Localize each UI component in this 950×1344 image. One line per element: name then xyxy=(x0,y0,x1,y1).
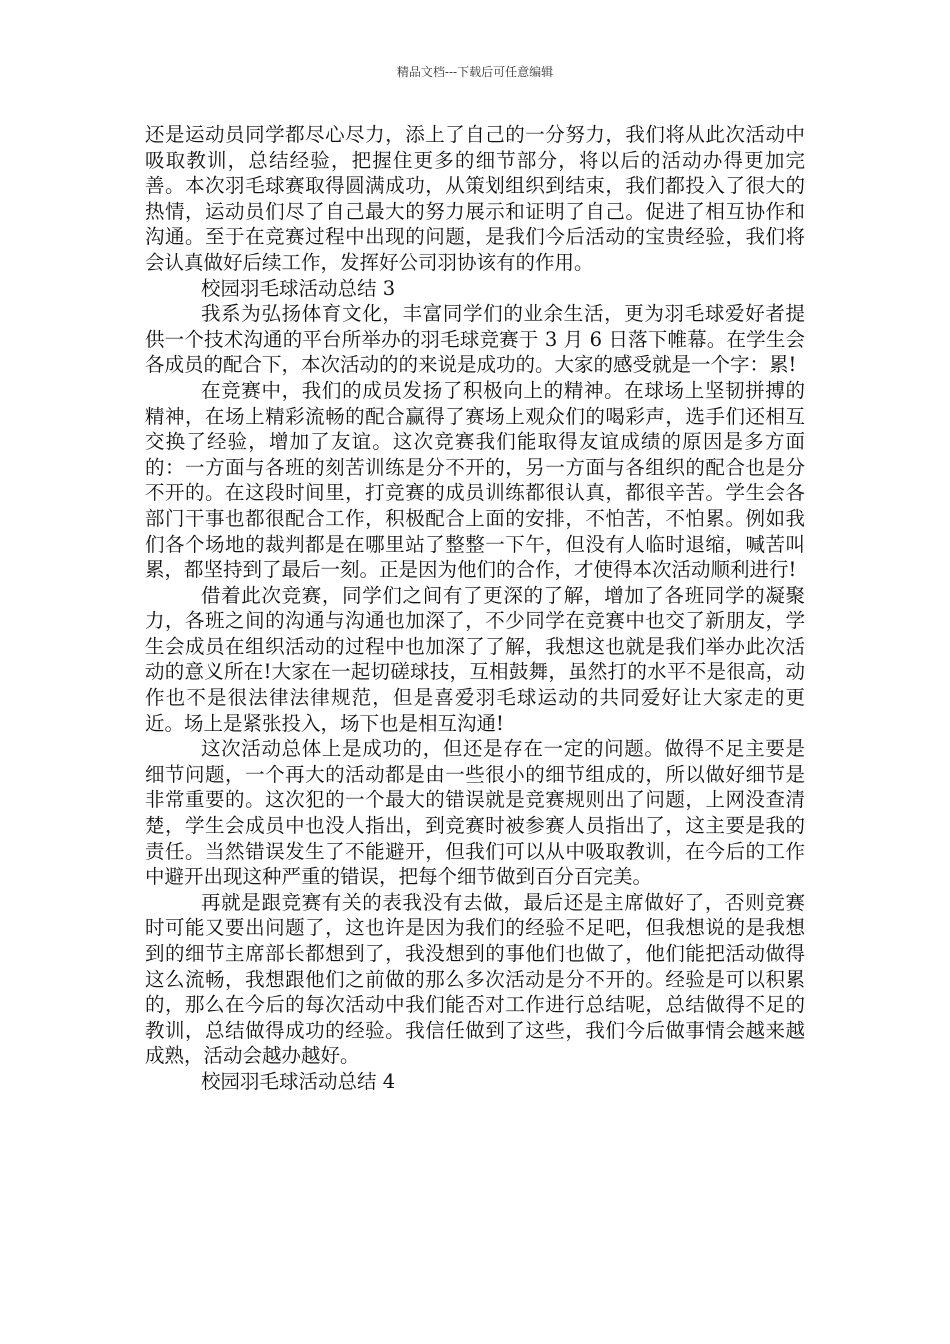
paragraph-continuation: 还是运动员同学都尽心尽力，添上了自己的一分努力，我们将从此次活动中吸取教训，总结经验，把握住更多的细节部分，将以后的活动办得更加完善。本次羽毛球赛取得圆满成功，从策划组织到结束，我们都投入了很大的热情，运动员们尽了自己最大的努力展示和证明了自己。促进了相互协作和沟通。至于在竞赛过程中出现的问题，是我们今后活动的宝贵经验，我们将会认真做好后续工作，发挥好公司羽协该有的作用。 xyxy=(145,123,805,274)
paragraph: 这次活动总体上是成功的，但还是存在一定的问题。做得不足主要是细节问题，一个再大的活动都是由一些很小的细节组成的，所以做好细节是非常重要的。这次犯的一个最大的错误就是竞赛规则出了问题，上网没查清楚，学生会成员中也没人指出，到竞赛时被参赛人员指出了，这主要是我的责任。当然错误发生了不能避开，但我们可以从中吸取教训，在今后的工作中避开出现这种严重的错误，把每个细节做到百分百完美。 xyxy=(145,737,805,889)
document-body xyxy=(145,122,805,1095)
section-heading-3: 校园羽毛球活动总结 3 xyxy=(201,276,396,300)
paragraph: 在竞赛中，我们的成员发扬了积极向上的精神。在球场上坚韧拼搏的精神，在场上精彩流畅的配合赢得了赛场上观众们的喝彩声，选手们还相互交换了经验，增加了友谊。这次竞赛我们能取得友谊成绩的原因是多方面的：一方面与各班的刻苦训练是分不开的，另一方面与各组织的配合也是分不开的。在这段时间里，打竞赛的成员训练都很认真，都很辛苦。学生会各部门干事也都很配合工作，积极配合上面的安排，不怕苦，不怕累。例如我们各个场地的裁判都是在哪里站了整整一下午，但没有人临时退缩，喊苦叫累，都坚持到了最后一刻。正是因为他们的合作，才使得本次活动顺利进行! xyxy=(145,378,805,582)
section-heading-4: 校园羽毛球活动总结 4 xyxy=(201,1069,396,1093)
paragraph: 我系为弘扬体育文化，丰富同学们的业余生活，更为羽毛球爱好者提供一个技术沟通的平台所举办的羽毛球竞赛于 3 月 6 日落下帷幕。在学生会各成员的配合下，本次活动的的来说是成功的。大家的感受就是一个字：累! xyxy=(145,302,805,377)
page-header: 精品文档---下载后可任意编辑 xyxy=(396,65,554,79)
paragraph: 再就是跟竞赛有关的表我没有去做，最后还是主席做好了，否则竞赛时可能又要出问题了，这也许是因为我们的经验不足吧，但我想说的是我想到的细节主席部长都想到了，我没想到的事他们也做了，他们能把活动做得这么流畅，我想跟他们之前做的那么多次活动是分不开的。经验是可以积累的，那么在今后的每次活动中我们能否对工作进行总结呢，总结做得不足的教训，总结做得成功的经验。我信任做到了这些，我们今后做事情会越来越成熟，活动会越办越好。 xyxy=(145,890,805,1068)
paragraph: 借着此次竞赛，同学们之间有了更深的了解，增加了各班同学的凝聚力，各班之间的沟通与沟通也加深了，不少同学在竞赛中也交了新朋友，学生会成员在组织活动的过程中也加深了了解，我想这也就是我们举办此次活动的意义所在!大家在一起切磋球技，互相鼓舞，虽然打的水平不是很高，动作也不是很法律法律规范，但是喜爱羽毛球运动的共同爱好让大家走的更近。场上是紧张投入，场下也是相互沟通! xyxy=(145,583,805,735)
